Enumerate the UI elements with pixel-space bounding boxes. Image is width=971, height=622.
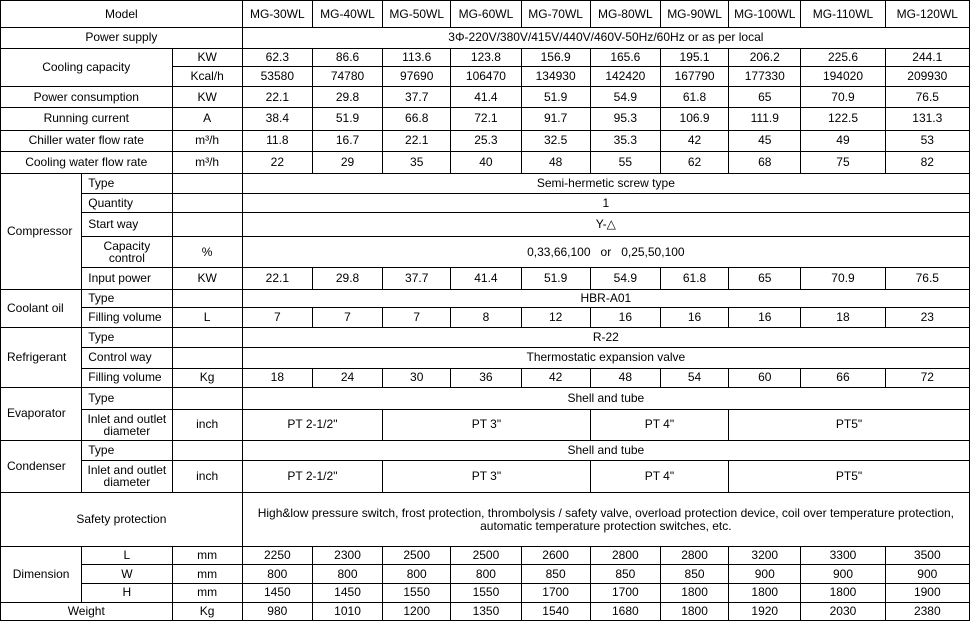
unit-cell: mm <box>172 546 242 564</box>
model-label: Model <box>1 1 243 28</box>
safety-value: High&low pressure switch, frost protection, thrombolysis / safety valve, overload protection device, coil over temperature protection, automatic temperature protection switches, etc. <box>242 493 969 547</box>
value-cell: 53 <box>885 130 969 151</box>
unit-cell: A <box>172 108 242 130</box>
value-cell: 54.9 <box>590 268 660 289</box>
value-cell: 2800 <box>660 546 728 564</box>
unit-cell <box>172 348 242 368</box>
value-cell: 70.9 <box>801 87 885 108</box>
value-cell: 2250 <box>242 546 312 564</box>
sub-label: Capacity control <box>82 236 172 267</box>
value-cell: 167790 <box>660 66 728 86</box>
value-cell: 7 <box>312 307 382 327</box>
value-cell: 1800 <box>660 584 728 602</box>
value-cell: 25.3 <box>451 130 521 151</box>
unit-cell <box>172 194 242 212</box>
value-cell: 24 <box>312 368 382 387</box>
value-cell: 1550 <box>383 584 451 602</box>
unit-cell <box>172 212 242 236</box>
value-cell: 40 <box>451 151 521 173</box>
model-cell: MG-100WL <box>729 1 801 28</box>
power-supply-row <box>1 28 970 48</box>
value-cell: 51.9 <box>312 108 382 130</box>
value-cell: 1350 <box>451 602 521 620</box>
value-cell: 68 <box>729 151 801 173</box>
sub-label: Inlet and outlet diameter <box>82 410 172 440</box>
unit-cell: inch <box>172 460 242 492</box>
value-cell: 95.3 <box>590 108 660 130</box>
cooling-capacity-kw-row <box>1 48 970 66</box>
value-cell: 156.9 <box>521 48 590 66</box>
dimension-h-row <box>1 584 970 602</box>
diameter-cell: PT 2-1/2" <box>242 460 382 492</box>
value-cell: 16 <box>660 307 728 327</box>
value-cell: 48 <box>521 151 590 173</box>
value-cell: 1920 <box>729 602 801 620</box>
unit-cell: KW <box>172 48 242 66</box>
value-cell: 800 <box>383 565 451 584</box>
compressor-start-row <box>1 212 970 236</box>
value-cell: 22.1 <box>242 268 312 289</box>
unit-cell: m³/h <box>172 130 242 151</box>
value-cell: 850 <box>660 565 728 584</box>
value-cell: 1900 <box>885 584 969 602</box>
compressor-quantity-value: 1 <box>242 194 969 212</box>
value-cell: 2380 <box>885 602 969 620</box>
value-cell: 61.8 <box>660 268 728 289</box>
condenser-type-value: Shell and tube <box>242 440 969 460</box>
sub-label: L <box>82 546 172 564</box>
model-cell: MG-60WL <box>451 1 521 28</box>
power-supply-value: 3Φ-220V/380V/415V/440V/460V-50Hz/60Hz or as per local <box>242 28 969 48</box>
diameter-cell: PT 4" <box>590 410 728 440</box>
value-cell: 16.7 <box>312 130 382 151</box>
value-cell: 35 <box>383 151 451 173</box>
unit-cell: Kg <box>172 602 242 620</box>
compressor-start-value: Y-△ <box>242 212 969 236</box>
value-cell: 30 <box>383 368 451 387</box>
value-cell: 1450 <box>312 584 382 602</box>
value-cell: 75 <box>801 151 885 173</box>
evaporator-type-value: Shell and tube <box>242 387 969 409</box>
model-cell: MG-40WL <box>312 1 382 28</box>
safety-row <box>1 493 970 547</box>
value-cell: 3500 <box>885 546 969 564</box>
value-cell: 16 <box>590 307 660 327</box>
unit-cell: m³/h <box>172 151 242 173</box>
value-cell: 980 <box>242 602 312 620</box>
sub-label: Type <box>82 387 172 409</box>
value-cell: 225.6 <box>801 48 885 66</box>
value-cell: 1200 <box>383 602 451 620</box>
value-cell: 7 <box>383 307 451 327</box>
value-cell: 209930 <box>885 66 969 86</box>
evaporator-diameter-row <box>1 410 970 440</box>
cooling-flow-label: Cooling water flow rate <box>1 151 173 173</box>
value-cell: 800 <box>312 565 382 584</box>
value-cell: 206.2 <box>729 48 801 66</box>
unit-cell <box>172 328 242 348</box>
value-cell: 800 <box>242 565 312 584</box>
value-cell: 850 <box>521 565 590 584</box>
value-cell: 51.9 <box>521 87 590 108</box>
value-cell: 49 <box>801 130 885 151</box>
value-cell: 142420 <box>590 66 660 86</box>
value-cell: 113.6 <box>383 48 451 66</box>
running-current-label: Running current <box>1 108 173 130</box>
value-cell: 70.9 <box>801 268 885 289</box>
sub-label: Type <box>82 328 172 348</box>
diameter-cell: PT 3" <box>383 410 591 440</box>
unit-cell: inch <box>172 410 242 440</box>
model-cell: MG-30WL <box>242 1 312 28</box>
value-cell: 51.9 <box>521 268 590 289</box>
value-cell: 82 <box>885 151 969 173</box>
value-cell: 18 <box>801 307 885 327</box>
coolant-oil-filling-row <box>1 307 970 327</box>
refrigerant-label: Refrigerant <box>1 328 82 388</box>
model-cell: MG-50WL <box>383 1 451 28</box>
sub-label: Input power <box>82 268 172 289</box>
value-cell: 16 <box>729 307 801 327</box>
value-cell: 1010 <box>312 602 382 620</box>
value-cell: 18 <box>242 368 312 387</box>
value-cell: 1550 <box>451 584 521 602</box>
value-cell: 2030 <box>801 602 885 620</box>
sub-label: Type <box>82 174 172 194</box>
coolant-oil-label: Coolant oil <box>1 289 82 327</box>
unit-cell: L <box>172 307 242 327</box>
diameter-cell: PT 3" <box>383 460 591 492</box>
value-cell: 29.8 <box>312 268 382 289</box>
value-cell: 1680 <box>590 602 660 620</box>
dimension-w-row <box>1 565 970 584</box>
safety-label: Safety protection <box>1 493 243 547</box>
value-cell: 55 <box>590 151 660 173</box>
value-cell: 134930 <box>521 66 590 86</box>
value-cell: 76.5 <box>885 268 969 289</box>
value-cell: 12 <box>521 307 590 327</box>
sub-label: Quantity <box>82 194 172 212</box>
value-cell: 72.1 <box>451 108 521 130</box>
value-cell: 3300 <box>801 546 885 564</box>
value-cell: 900 <box>885 565 969 584</box>
value-cell: 41.4 <box>451 87 521 108</box>
model-cell: MG-90WL <box>660 1 728 28</box>
sub-label: Filling volume <box>82 368 172 387</box>
value-cell: 53580 <box>242 66 312 86</box>
value-cell: 48 <box>590 368 660 387</box>
value-cell: 900 <box>801 565 885 584</box>
running-current-row <box>1 108 970 130</box>
model-cell: MG-80WL <box>590 1 660 28</box>
value-cell: 36 <box>451 368 521 387</box>
power-consumption-label: Power consumption <box>1 87 173 108</box>
refrigerant-control-value: Thermostatic expansion valve <box>242 348 969 368</box>
unit-cell: KW <box>172 268 242 289</box>
sub-label: H <box>82 584 172 602</box>
value-cell: 244.1 <box>885 48 969 66</box>
value-cell: 23 <box>885 307 969 327</box>
value-cell: 1800 <box>729 584 801 602</box>
sub-label: Start way <box>82 212 172 236</box>
value-cell: 45 <box>729 130 801 151</box>
value-cell: 2800 <box>590 546 660 564</box>
sub-label: Inlet and outlet diameter <box>82 460 172 492</box>
unit-cell: Kg <box>172 368 242 387</box>
model-cell: MG-70WL <box>521 1 590 28</box>
value-cell: 7 <box>242 307 312 327</box>
value-cell: 8 <box>451 307 521 327</box>
value-cell: 65 <box>729 268 801 289</box>
value-cell: 29 <box>312 151 382 173</box>
compressor-quantity-row <box>1 194 970 212</box>
value-cell: 66.8 <box>383 108 451 130</box>
unit-cell: % <box>172 236 242 267</box>
value-cell: 62 <box>660 151 728 173</box>
value-cell: 1450 <box>242 584 312 602</box>
value-cell: 131.3 <box>885 108 969 130</box>
value-cell: 1800 <box>660 602 728 620</box>
value-cell: 66 <box>801 368 885 387</box>
refrigerant-type-value: R-22 <box>242 328 969 348</box>
value-cell: 165.6 <box>590 48 660 66</box>
value-cell: 72 <box>885 368 969 387</box>
value-cell: 123.8 <box>451 48 521 66</box>
value-cell: 42 <box>521 368 590 387</box>
value-cell: 194020 <box>801 66 885 86</box>
power-supply-label: Power supply <box>1 28 243 48</box>
unit-cell <box>172 174 242 194</box>
value-cell: 900 <box>729 565 801 584</box>
sub-label: W <box>82 565 172 584</box>
unit-cell: mm <box>172 565 242 584</box>
value-cell: 37.7 <box>383 268 451 289</box>
weight-label: Weight <box>1 602 173 620</box>
unit-cell: Kcal/h <box>172 66 242 86</box>
unit-cell <box>172 289 242 307</box>
value-cell: 800 <box>451 565 521 584</box>
value-cell: 32.5 <box>521 130 590 151</box>
unit-cell: KW <box>172 87 242 108</box>
value-cell: 1700 <box>590 584 660 602</box>
chiller-flow-label: Chiller water flow rate <box>1 130 173 151</box>
value-cell: 1700 <box>521 584 590 602</box>
value-cell: 62.3 <box>242 48 312 66</box>
value-cell: 195.1 <box>660 48 728 66</box>
model-cell: MG-110WL <box>801 1 885 28</box>
value-cell: 2300 <box>312 546 382 564</box>
value-cell: 11.8 <box>242 130 312 151</box>
value-cell: 61.8 <box>660 87 728 108</box>
value-cell: 65 <box>729 87 801 108</box>
value-cell: 177330 <box>729 66 801 86</box>
condenser-diameter-row <box>1 460 970 492</box>
value-cell: 91.7 <box>521 108 590 130</box>
value-cell: 22 <box>242 151 312 173</box>
value-cell: 37.7 <box>383 87 451 108</box>
coolant-oil-type-row <box>1 289 970 307</box>
refrigerant-control-row <box>1 348 970 368</box>
cooling-flow-row <box>1 151 970 173</box>
value-cell: 111.9 <box>729 108 801 130</box>
value-cell: 122.5 <box>801 108 885 130</box>
diameter-cell: PT 4" <box>590 460 728 492</box>
value-cell: 22.1 <box>383 130 451 151</box>
value-cell: 3200 <box>729 546 801 564</box>
value-cell: 41.4 <box>451 268 521 289</box>
value-cell: 54.9 <box>590 87 660 108</box>
diameter-cell: PT5" <box>729 460 970 492</box>
sub-label: Filling volume <box>82 307 172 327</box>
value-cell: 42 <box>660 130 728 151</box>
value-cell: 86.6 <box>312 48 382 66</box>
value-cell: 2500 <box>383 546 451 564</box>
refrigerant-type-row <box>1 328 970 348</box>
coolant-oil-type-value: HBR-A01 <box>242 289 969 307</box>
cooling-capacity-label: Cooling capacity <box>1 48 173 86</box>
value-cell: 60 <box>729 368 801 387</box>
model-cell: MG-120WL <box>885 1 969 28</box>
diameter-cell: PT5" <box>729 410 970 440</box>
evaporator-type-row <box>1 387 970 409</box>
condenser-type-row <box>1 440 970 460</box>
value-cell: 74780 <box>312 66 382 86</box>
value-cell: 76.5 <box>885 87 969 108</box>
model-row <box>1 1 970 28</box>
dimension-l-row <box>1 546 970 564</box>
value-cell: 54 <box>660 368 728 387</box>
refrigerant-filling-row <box>1 368 970 387</box>
compressor-type-value: Semi-hermetic screw type <box>242 174 969 194</box>
compressor-capacity-value: 0,33,66,100 or 0,25,50,100 <box>242 236 969 267</box>
value-cell: 1540 <box>521 602 590 620</box>
sub-label: Type <box>82 289 172 307</box>
value-cell: 22.1 <box>242 87 312 108</box>
sub-label: Control way <box>82 348 172 368</box>
weight-row <box>1 602 970 620</box>
unit-cell <box>172 440 242 460</box>
unit-cell: mm <box>172 584 242 602</box>
value-cell: 2600 <box>521 546 590 564</box>
value-cell: 35.3 <box>590 130 660 151</box>
value-cell: 38.4 <box>242 108 312 130</box>
diameter-cell: PT 2-1/2" <box>242 410 382 440</box>
sub-label: Type <box>82 440 172 460</box>
compressor-label: Compressor <box>1 174 82 289</box>
dimension-label: Dimension <box>1 546 82 602</box>
compressor-type-row <box>1 174 970 194</box>
power-consumption-row <box>1 87 970 108</box>
compressor-input-row <box>1 268 970 289</box>
value-cell: 2500 <box>451 546 521 564</box>
value-cell: 1800 <box>801 584 885 602</box>
condenser-label: Condenser <box>1 440 82 493</box>
value-cell: 106470 <box>451 66 521 86</box>
value-cell: 850 <box>590 565 660 584</box>
unit-cell <box>172 387 242 409</box>
value-cell: 97690 <box>383 66 451 86</box>
value-cell: 106.9 <box>660 108 728 130</box>
value-cell: 29.8 <box>312 87 382 108</box>
evaporator-label: Evaporator <box>1 387 82 440</box>
chiller-flow-row <box>1 130 970 151</box>
compressor-capacity-row <box>1 236 970 267</box>
